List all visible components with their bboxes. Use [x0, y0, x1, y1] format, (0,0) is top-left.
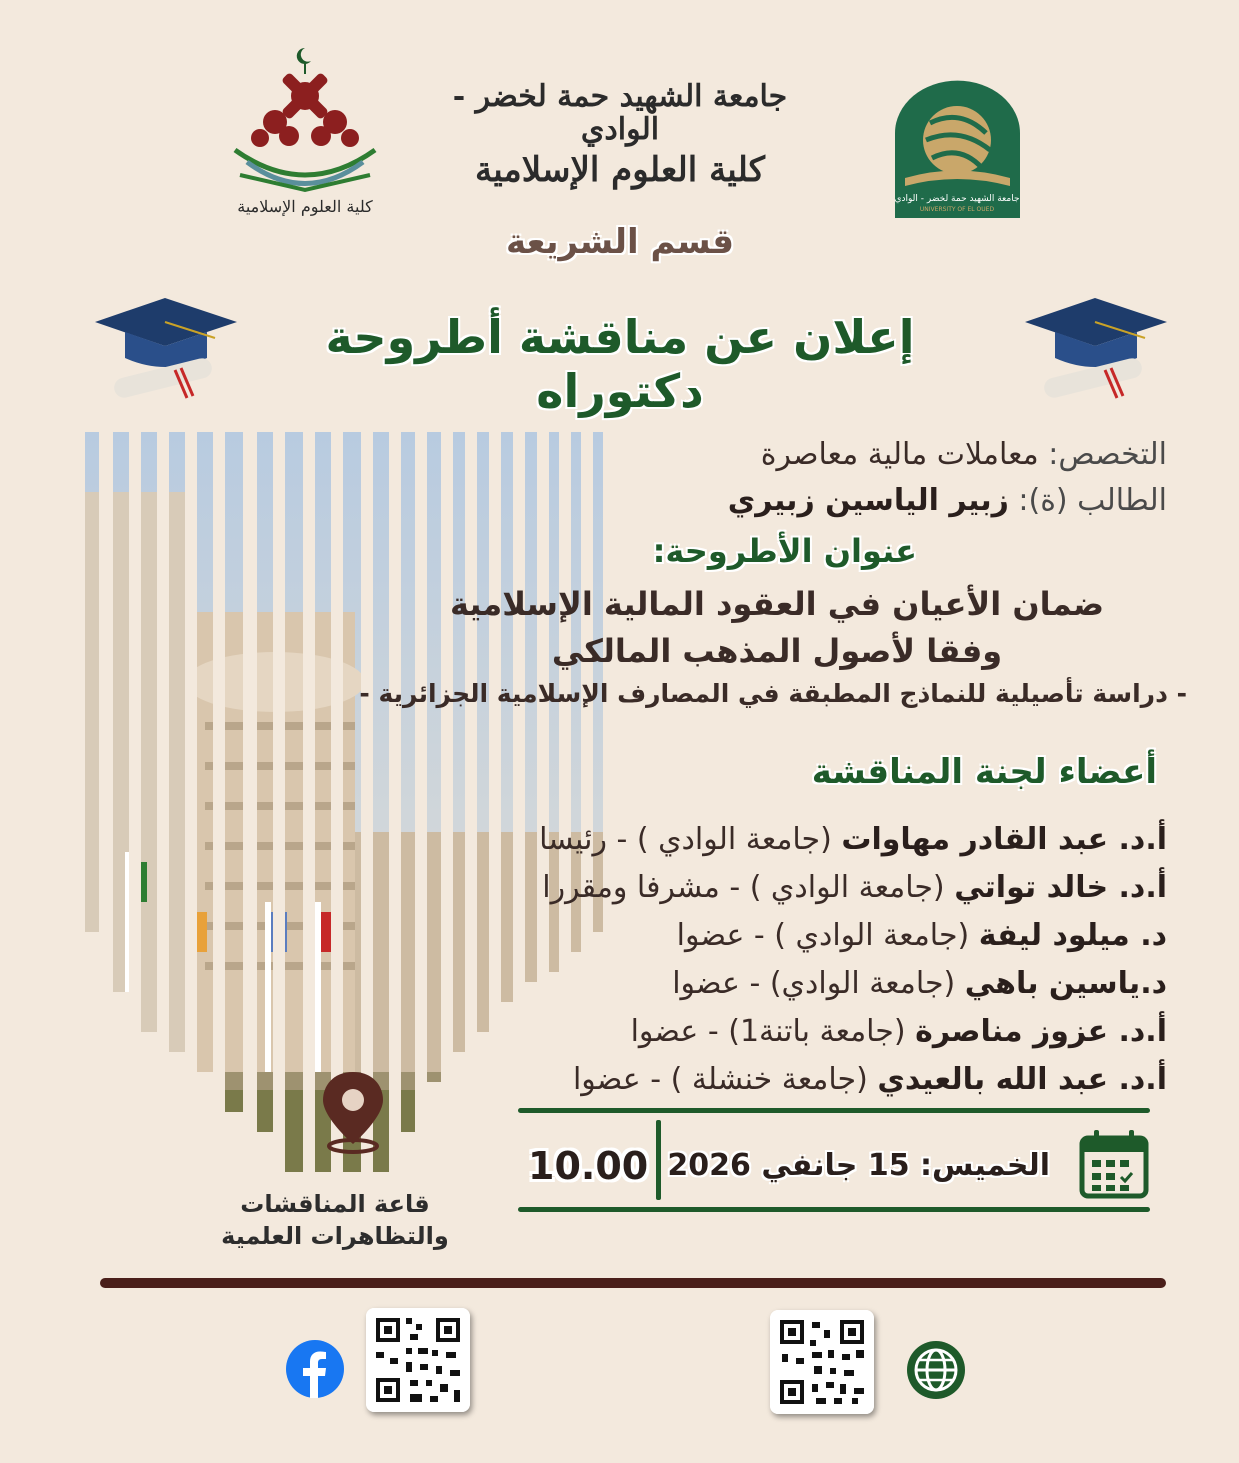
member-affiliation: (جامعة خنشلة ) - عضوا: [572, 1062, 868, 1097]
member-affiliation: (جامعة الوادي ) - عضوا: [676, 918, 970, 953]
member-affiliation: (جامعة الوادي ) - مشرفا ومقررا: [542, 870, 945, 905]
thesis-title-line-2: وفقا لأصول المذهب المالكي: [551, 632, 1003, 670]
facebook-qr-code[interactable]: [366, 1308, 470, 1412]
faculty-logo: [225, 40, 385, 220]
member-name: د.ياسين باهي: [964, 966, 1167, 1001]
specialty-label: التخصص:: [1048, 437, 1167, 472]
committee-member: [447, 1008, 1167, 1056]
info-block: [359, 432, 1187, 1104]
member-name: أ.د. خالد تواتي: [954, 870, 1167, 905]
committee-member: [447, 912, 1167, 960]
department-name: قسم الشريعة: [505, 222, 735, 262]
calendar-icon: [1078, 1128, 1150, 1200]
announcement-title: إعلان عن مناقشة أطروحة دكتوراه: [325, 310, 915, 418]
specialty-row: [447, 432, 1167, 478]
venue-line-2: والتظاهرات العلمية: [221, 1222, 449, 1250]
venue-label: [200, 1188, 470, 1252]
member-affiliation: (جامعة الوادي ) - رئيسا: [539, 822, 832, 857]
footer-divider: [100, 1278, 1166, 1288]
member-affiliation: (جامعة الوادي) - عضوا: [672, 966, 956, 1001]
student-label: الطالب (ة):: [1018, 483, 1167, 518]
student-name: زبير الياسين زبيري: [727, 483, 1009, 518]
right-logo-caption-en: UNIVERSITY OF EL OUED: [919, 206, 995, 213]
committee-member: [447, 816, 1167, 864]
member-name: أ.د. عبد الله بالعيدي: [877, 1062, 1167, 1097]
thesis-label: عنوان الأطروحة:: [652, 532, 917, 570]
member-affiliation: (جامعة باتنة1) - عضوا: [630, 1014, 906, 1049]
defense-time: 10.00: [528, 1144, 649, 1188]
facebook-icon[interactable]: [286, 1340, 344, 1398]
graduation-cap-icon: [1025, 298, 1170, 408]
committee-member: [447, 1056, 1167, 1104]
member-name: أ.د. عزوز مناصرة: [915, 1014, 1167, 1049]
member-name: أ.د. عبد القادر مهاوات: [841, 822, 1167, 857]
member-name: د. ميلود ليفة: [978, 918, 1167, 953]
specialty-value: معاملات مالية معاصرة: [760, 437, 1039, 472]
left-logo-caption: كلية العلوم الإسلامية: [237, 197, 373, 216]
website-qr-code[interactable]: [770, 1310, 874, 1414]
thesis-subtitle: - دراسة تأصيلية للنماذج المطبقة في المصارف الإسلامية الجزائرية -: [359, 679, 1187, 708]
committee-heading: أعضاء لجنة المناقشة: [811, 752, 1157, 792]
thesis-title-line-1: ضمان الأعيان في العقود المالية الإسلامية: [449, 585, 1105, 623]
graduation-cap-icon: [95, 298, 240, 408]
right-logo-caption: جامعة الشهيد حمة لخضر - الوادي: [894, 194, 1020, 204]
defense-date: الخميس: 15 جانفي 2026: [667, 1148, 1050, 1183]
globe-icon[interactable]: [906, 1340, 966, 1400]
schedule-box: [518, 1108, 1150, 1212]
university-logo: [890, 78, 1025, 218]
university-name: جامعة الشهيد حمة لخضر - الوادي: [452, 79, 788, 147]
venue-line-1: قاعة المناقشات: [240, 1190, 430, 1218]
faculty-name: كلية العلوم الإسلامية: [475, 150, 765, 190]
student-row: [447, 478, 1167, 524]
committee-list: [447, 816, 1167, 1104]
committee-member: [447, 960, 1167, 1008]
committee-member: [447, 864, 1167, 912]
